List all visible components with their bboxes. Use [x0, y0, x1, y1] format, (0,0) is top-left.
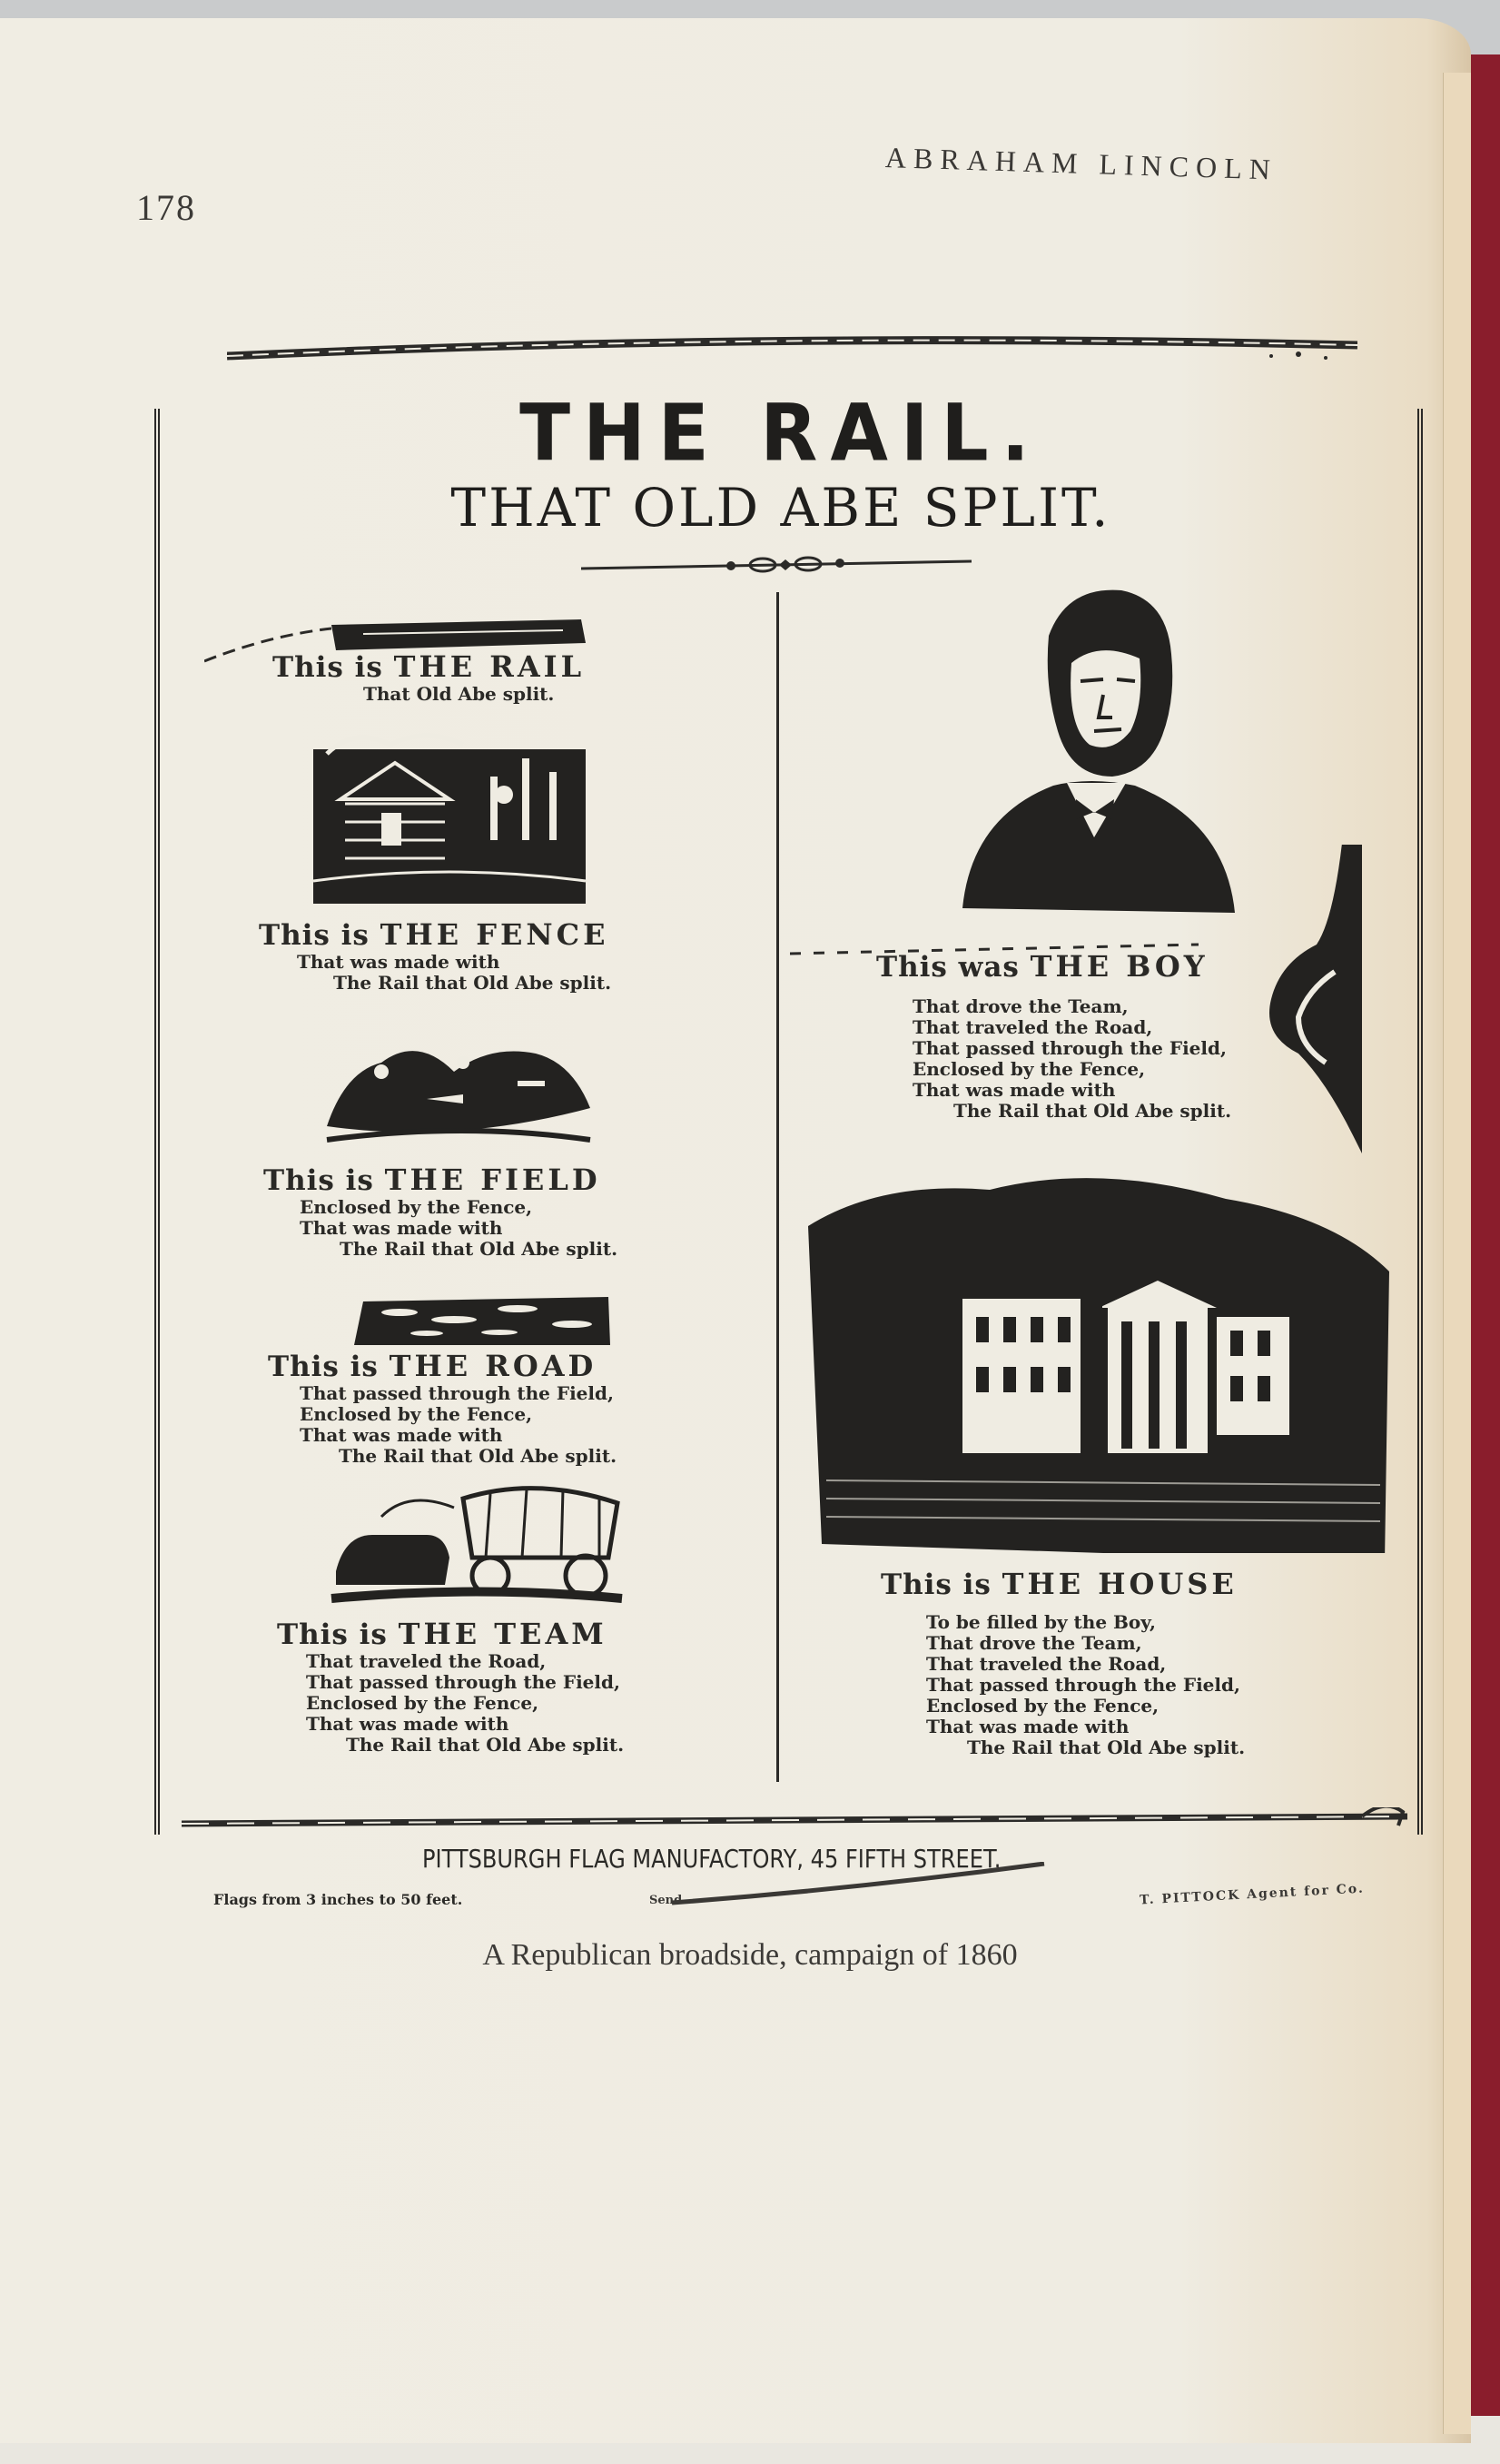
ink-stroke-mark — [672, 1862, 1053, 1907]
stanza-line: The Rail that Old Abe split. — [333, 972, 612, 994]
stanza-subject: THE TEAM — [398, 1617, 607, 1651]
imprint-right: T. PITTOCK Agent for Co. — [1139, 1881, 1366, 1908]
figure-caption: A Republican broadside, campaign of 1860 — [482, 1938, 1018, 1972]
stanza-subject: THE ROAD — [389, 1349, 597, 1383]
stanza-the-team — [277, 1617, 624, 1756]
imprint-middle: Send — [649, 1894, 683, 1907]
stanza-line: That was made with — [926, 1716, 1130, 1737]
stanza-the-field — [263, 1163, 617, 1260]
lincoln-portrait — [940, 581, 1248, 926]
stanza-subject: THE BOY — [1030, 949, 1209, 984]
stanza-line: To be filled by the Boy, — [926, 1611, 1156, 1633]
stanza-line: That traveled the Road, — [306, 1650, 547, 1672]
stanza-line: That passed through the Field, — [926, 1674, 1240, 1696]
stanza-line: The Rail that Old Abe split. — [953, 1100, 1232, 1122]
page-stack-edge — [1443, 73, 1471, 2434]
ornamental-border-top — [227, 327, 1357, 363]
white-house-illustration — [799, 1172, 1398, 1553]
stanza-line: The Rail that Old Abe split. — [346, 1734, 625, 1756]
stanza-lead: This is — [263, 1164, 374, 1197]
log-cabin-illustration — [309, 722, 590, 908]
stanza-line: Enclosed by the Fence, — [913, 1058, 1146, 1080]
broadside-title: THE RAIL. — [519, 388, 1042, 480]
broadside-subtitle: THAT OLD ABE SPLIT. — [450, 477, 1111, 539]
stanza-line: That was made with — [300, 1424, 503, 1446]
stanza-line: Enclosed by the Fence, — [300, 1196, 533, 1218]
stanza-line: The Rail that Old Abe split. — [340, 1238, 618, 1260]
stanza-line: That passed through the Field, — [300, 1382, 614, 1404]
stanza-the-house — [881, 1567, 1245, 1758]
stanza-lead: This is — [277, 1618, 388, 1651]
stanza-line: That drove the Team, — [913, 995, 1129, 1017]
stanza-subject: THE RAIL — [393, 649, 586, 684]
broadside — [150, 327, 1412, 1908]
stanza-line: That was made with — [297, 951, 500, 973]
stanza-line: That traveled the Road, — [926, 1653, 1167, 1675]
stanza-line: That was made with — [306, 1713, 509, 1735]
stanza-subject: THE FIELD — [384, 1163, 601, 1197]
running-head: ABRAHAM LINCOLN — [884, 141, 1278, 186]
stanza-the-road — [268, 1349, 617, 1467]
stanza-lead: This is — [272, 651, 383, 684]
plowing-field-illustration — [318, 1017, 599, 1153]
stanza-lead: This is — [268, 1351, 379, 1383]
imprint-main: PITTSBURGH FLAG MANUFACTORY, 45 FIFTH STREET. — [422, 1844, 1002, 1874]
stanza-line: That drove the Team, — [926, 1632, 1142, 1654]
stanza-line: That Old Abe split. — [363, 683, 555, 705]
stanza-line: The Rail that Old Abe split. — [339, 1445, 617, 1467]
imprint-left: Flags from 3 inches to 50 feet. — [213, 1891, 463, 1908]
stanza-line: Enclosed by the Fence, — [300, 1403, 533, 1425]
stanza-line: Enclosed by the Fence, — [306, 1692, 539, 1714]
stanza-line: That passed through the Field, — [306, 1671, 620, 1693]
stanza-subject: THE HOUSE — [1002, 1567, 1238, 1601]
stanza-lead: This is — [259, 919, 370, 952]
rail-icon — [327, 618, 590, 654]
page-number: 178 — [136, 187, 196, 228]
column-divider — [776, 592, 779, 1782]
ornamental-rule — [581, 556, 972, 574]
road-illustration — [345, 1292, 617, 1347]
stanza-the-fence — [259, 917, 611, 994]
wagon-team-illustration — [327, 1480, 627, 1617]
stanza-line: That was made with — [913, 1079, 1116, 1101]
stanza-line: Enclosed by the Fence, — [926, 1695, 1160, 1717]
stanza-the-rail — [272, 649, 585, 705]
stanza-lead: This was — [876, 951, 1020, 984]
stanza-line: That traveled the Road, — [913, 1016, 1153, 1038]
ornamental-border-bottom — [182, 1807, 1407, 1835]
stanza-lead: This is — [881, 1568, 992, 1601]
torn-edge-ornament — [1235, 845, 1362, 1153]
stanza-line: The Rail that Old Abe split. — [967, 1737, 1246, 1758]
stanza-line: That passed through the Field, — [913, 1037, 1227, 1059]
stanza-line: That was made with — [300, 1217, 503, 1239]
stanza-subject: THE FENCE — [380, 917, 609, 952]
stanza-the-boy — [876, 949, 1231, 1122]
